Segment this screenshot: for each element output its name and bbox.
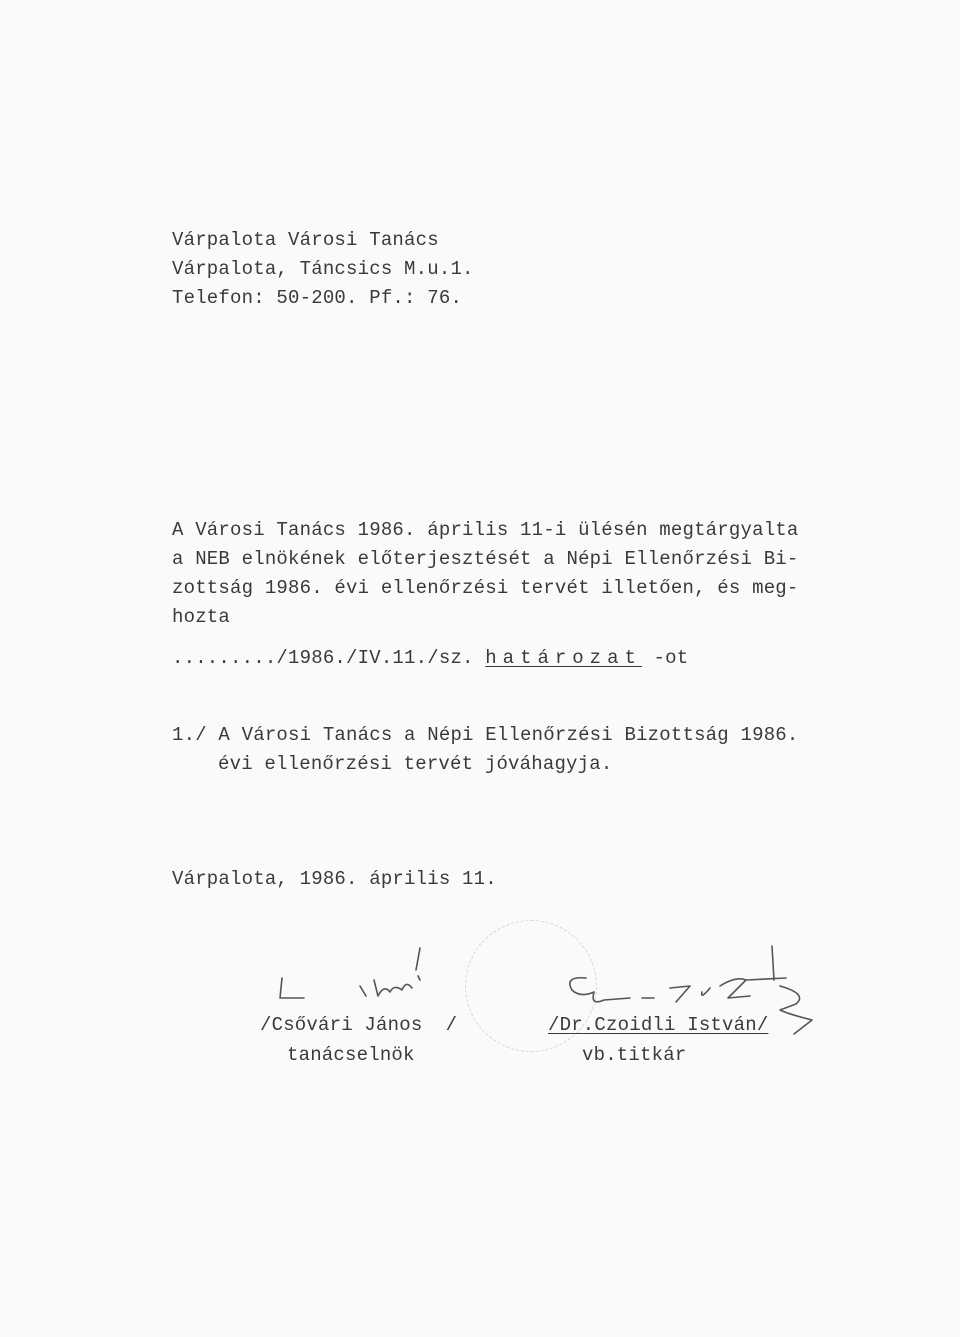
item-1-line-1: 1./ A Városi Tanács a Népi Ellenőrzési Bizottság 1986. — [172, 724, 799, 746]
resolution-number: ........./1986./IV.11./sz. — [172, 647, 474, 669]
resolution-suffix: -ot — [653, 647, 689, 669]
body-line-1: A Városi Tanács 1986. április 11-i ülésén megtárgyalta — [172, 519, 799, 541]
resolution-line — [172, 646, 688, 670]
item-1-line-2: évi ellenőrzési tervét jóváhagyja. — [218, 753, 613, 775]
body-line-2: a NEB elnökének előterjesztését a Népi Ellenőrzési Bi- — [172, 548, 799, 570]
left-signature — [270, 940, 470, 1020]
body-line-3: zottság 1986. évi ellenőrzési tervét illetően, és meg- — [172, 577, 799, 599]
right-signatory-name: /Dr.Czoidli István/ — [548, 1014, 769, 1036]
resolution-word: határozat — [485, 647, 642, 669]
right-signatory-title: vb.titkár — [582, 1044, 687, 1066]
sender-name: Várpalota Városi Tanács — [172, 229, 439, 251]
place-date: Várpalota, 1986. április 11. — [172, 868, 497, 890]
left-signatory-title: tanácselnök — [287, 1044, 415, 1066]
sender-address: Várpalota, Táncsics M.u.1. — [172, 258, 474, 280]
sender-phone: Telefon: 50-200. Pf.: 76. — [172, 287, 463, 309]
body-line-4: hozta — [172, 606, 231, 628]
left-signatory-name: /Csővári János / — [260, 1014, 458, 1036]
